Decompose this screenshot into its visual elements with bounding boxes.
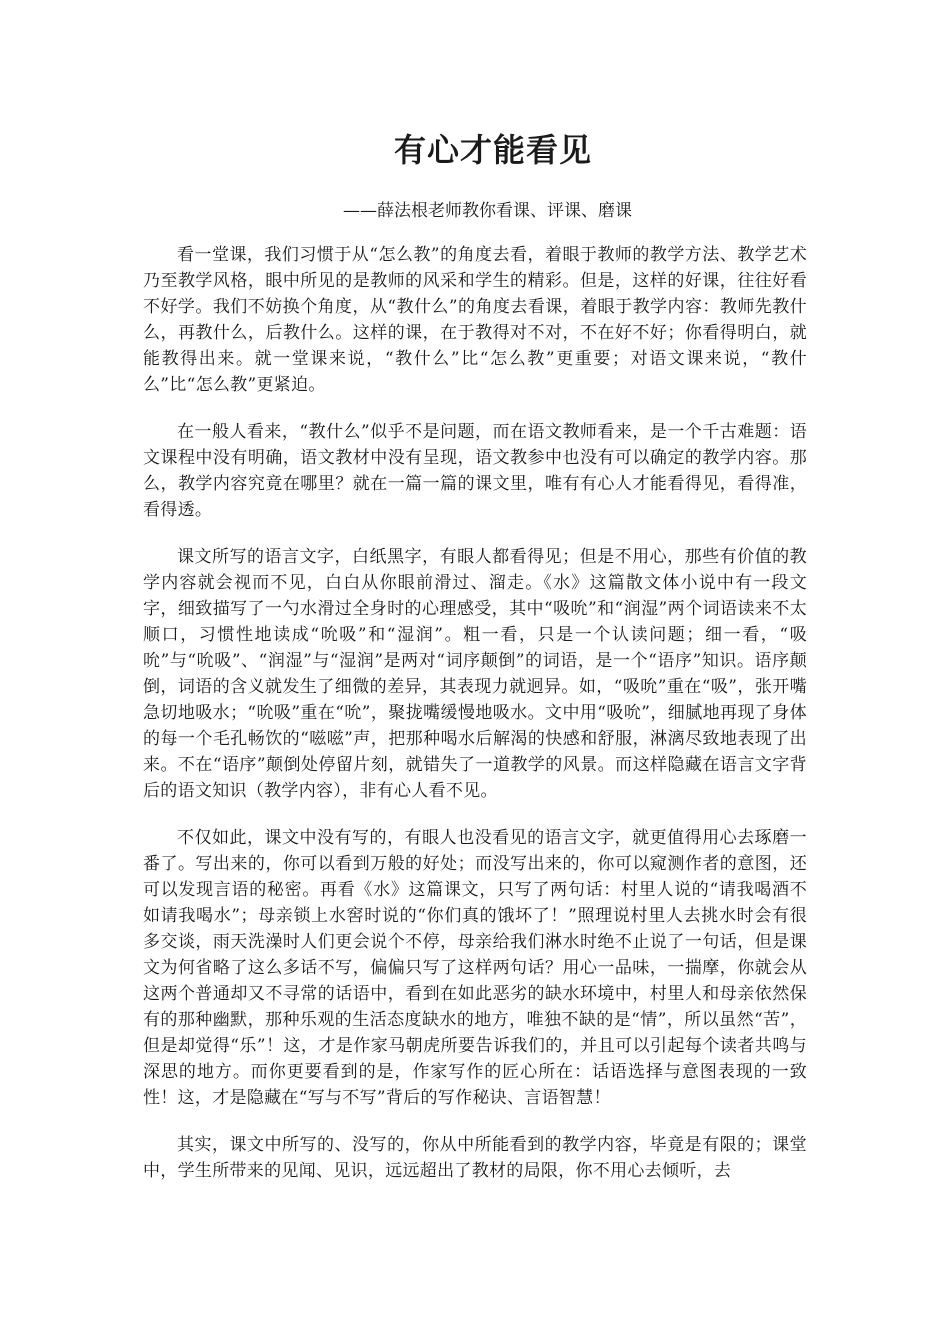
paragraph: 看一堂课，我们习惯于从“怎么教”的角度去看，着眼于教师的教学方法、教学艺术乃至教学风格，眼中所见的是教师的风采和学生的精彩。但是，这样的好课，往往好看不好学。我们不妨换个角度，从“教什么”的角度去看课，着眼于教学内容：教师先教什么，再教什么，后教什么。这样的课，在于教得对不对，不在好不好；你看得明白，就能教得出来。就一堂课来说，“教什么”比“怎么教”更重要；对语文课来说，“教什么”比“怎么教”更紧迫。	[143, 245, 807, 395]
paragraph: 课文所写的语言文字，白纸黑字，有眼人都看得见；但是不用心，那些有价值的教学内容就会视而不见，白白从你眼前滑过、溜走。《水》这篇散文体小说中有一段文字，细致描写了一勺水滑过全身时的心理感受，其中“吸吮”和“润湿”两个词语读来不太顺口，习惯性地读成“吮吸”和“湿润”。粗一看，只是一个认读问题；细一看，“吸吮”与“吮吸”、“润湿”与“湿润”是两对“词序颠倒”的词语，是一个“语序”知识。语序颠倒，词语的含义就发生了细微的差异，其表现力就迥异。如，“吸吮”重在“吸”，张开嘴急切地吸水；“吮吸”重在“吮”，聚拢嘴缓慢地吸水。文中用“吸吮”，细腻地再现了身体的每一个毛孔畅饮的“嗞嗞”声，把那种喝水后解渴的快感和舒服，淋漓尽致地表现了出来。不在“语序”颠倒处停留片刻，就错失了一道教学的风景。而这样隐藏在语言文字背后的语文知识（教学内容），非有心人看不见。	[143, 547, 807, 801]
paragraph: 不仅如此，课文中没有写的，有眼人也没看见的语言文字，就更值得用心去琢磨一番了。写出来的，你可以看到万般的好处；而没写出来的，你可以窥测作者的意图，还可以发现言语的秘密。再看《水》这篇课文，只写了两句话：村里人说的“请我喝酒不如请我喝水”；母亲锁上水窖时说的“你们真的饿坏了！”照理说村里人去挑水时会有很多交谈，雨天洗澡时人们更会说个不停，母亲给我们淋水时绝不止说了一句话，但是课文为何省略了这么多话不写，偏偏只写了这样两句话？用心一品味，一揣摩，你就会从这两个普通却又不寻常的话语中，看到在如此恶劣的缺水环境中，村里人和母亲依然保有的那种幽默，那种乐观的生活态度缺水的地方，唯独不缺的是“情”，所以虽然“苦”，但是却觉得“乐”！这，才是作家马朝虎所要告诉我们的，并且可以引起每个读者共鸣与深思的地方。而你更要看到的是，作家写作的匠心所在：话语选择与意图表现的一致性！这，才是隐藏在“写与不写”背后的写作秘诀、言语智慧！	[143, 828, 807, 1108]
paragraph: 在一般人看来，“教什么”似乎不是问题，而在语文教师看来，是一个千古难题：语文课程中没有明确，语文教材中没有呈现，语文教参中也没有可以确定的教学内容。那么，教学内容究竟在哪里？就在一篇一篇的课文里，唯有有心人才能看得见，看得准，看得透。	[143, 422, 807, 520]
paragraph: 其实，课文中所写的、没写的，你从中所能看到的教学内容，毕竟是有限的；课堂中，学生所带来的见闻、见识，远远超出了教材的局限，你不用心去倾听，去	[143, 1135, 807, 1181]
document-body	[143, 242, 807, 1205]
document-subtitle: ——薛法根老师教你看课、评课、磨课	[343, 201, 632, 221]
document-title: 有心才能看见	[393, 131, 592, 169]
